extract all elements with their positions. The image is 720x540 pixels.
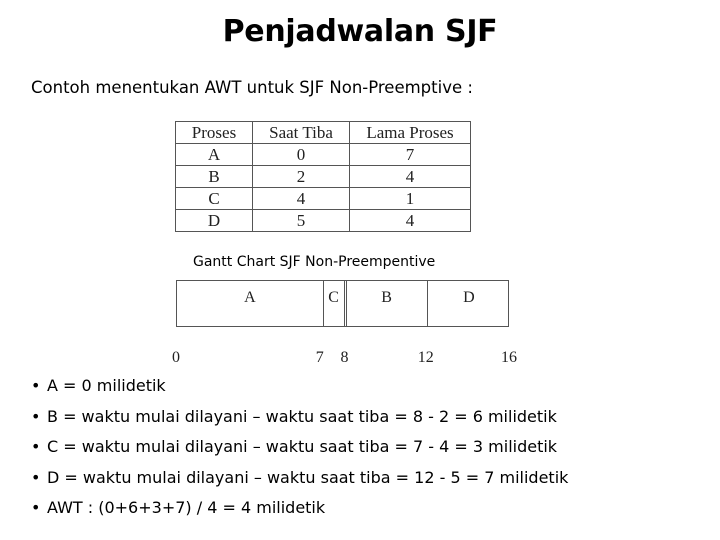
table-cell: 1 bbox=[350, 188, 471, 210]
table-header-cell: Saat Tiba bbox=[253, 122, 350, 144]
gantt-tick-label: 12 bbox=[417, 349, 434, 366]
list-item-text: A = 0 milidetik bbox=[47, 376, 166, 395]
table-cell: B bbox=[176, 166, 253, 188]
list-item bbox=[31, 465, 568, 496]
bullet-marker: • bbox=[31, 406, 41, 426]
table-row bbox=[176, 188, 471, 210]
table-row bbox=[176, 166, 471, 188]
bullet-marker: • bbox=[31, 376, 41, 395]
gantt-tick-label: 16 bbox=[501, 349, 517, 366]
gantt-tick-label: 0 bbox=[172, 349, 180, 366]
slide-subtitle: Contoh menentukan AWT untuk SJF Non-Preemptive : bbox=[31, 78, 473, 97]
table-cell: 5 bbox=[253, 210, 350, 232]
list-item bbox=[31, 373, 568, 404]
list-item bbox=[31, 404, 568, 435]
list-item-text: C = waktu mulai dilayani – waktu saat tiba = 7 - 4 = 3 milidetik bbox=[47, 437, 558, 456]
gantt-segment-c: C bbox=[323, 281, 344, 326]
gantt-tick-label: 8 bbox=[340, 349, 349, 366]
slide-title: Penjadwalan SJF bbox=[222, 14, 498, 49]
gantt-segment-b: B bbox=[344, 281, 427, 326]
gantt-caption: Gantt Chart SJF Non-Preempentive bbox=[193, 254, 436, 270]
table-cell: A bbox=[176, 144, 253, 166]
list-item bbox=[31, 495, 568, 526]
table-header-cell: Lama Proses bbox=[350, 122, 471, 144]
list-item bbox=[31, 434, 568, 465]
bullet-marker: • bbox=[31, 467, 41, 487]
gantt-chart bbox=[176, 280, 509, 327]
table-row bbox=[176, 144, 471, 166]
list-item-text: AWT : (0+6+3+7) / 4 = 4 milidetik bbox=[47, 498, 326, 517]
table-row bbox=[176, 210, 471, 232]
table-header-row bbox=[176, 122, 471, 144]
table-cell: 7 bbox=[350, 144, 471, 166]
gantt-segment-a: A bbox=[244, 289, 256, 306]
explanation-list bbox=[31, 373, 568, 526]
table-cell: D bbox=[176, 210, 253, 232]
gantt-tick-label: 7 bbox=[315, 349, 324, 366]
bullet-marker: • bbox=[31, 498, 41, 517]
table-cell: 4 bbox=[253, 188, 350, 210]
table-header-cell: Proses bbox=[176, 122, 253, 144]
bullet-marker: • bbox=[31, 437, 41, 456]
process-table bbox=[175, 121, 471, 232]
table-cell: 4 bbox=[350, 166, 471, 188]
table-cell: 4 bbox=[350, 210, 471, 232]
list-item-text: B = waktu mulai dilayani – waktu saat tiba = 8 - 2 = 6 milidetik bbox=[47, 406, 557, 426]
table-cell: 0 bbox=[253, 144, 350, 166]
table-cell: 2 bbox=[253, 166, 350, 188]
list-item-text: D = waktu mulai dilayani – waktu saat tiba = 12 - 5 = 7 milidetik bbox=[47, 467, 569, 487]
gantt-segment-d: D bbox=[427, 281, 510, 326]
table-cell: C bbox=[176, 188, 253, 210]
